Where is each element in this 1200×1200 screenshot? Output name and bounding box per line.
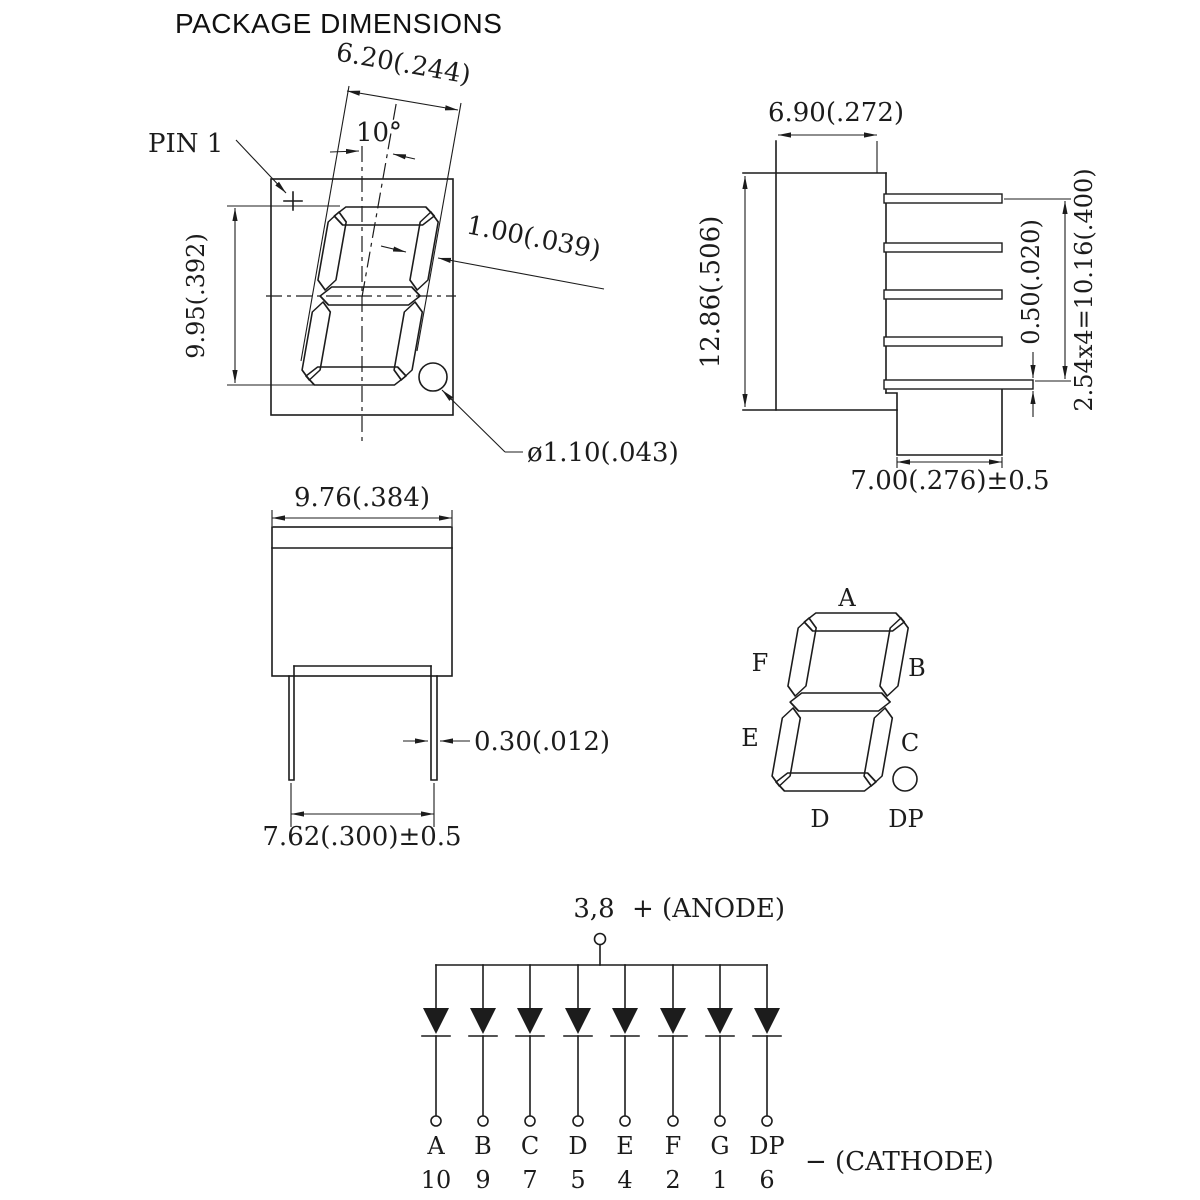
cathode-terminal: [525, 1116, 535, 1126]
lead-pitch-dimension: 2.54x4=10.16(.400): [1070, 168, 1098, 412]
lead-pin: [884, 337, 1002, 346]
segment-width-dimension: 1.00(.039): [463, 210, 604, 266]
segment-label-b: B: [908, 654, 926, 682]
diode-column-d: [564, 965, 592, 1194]
side-view: [696, 98, 1098, 496]
internal-circuit-schematic: [421, 894, 994, 1194]
lead-spacing-dimension: 7.62(.300)±0.5: [262, 822, 462, 852]
left-lead: [289, 666, 294, 780]
terminal-segment-label: DP: [749, 1132, 785, 1160]
page-title: PACKAGE DIMENSIONS: [175, 8, 503, 39]
terminal-segment-label: C: [520, 1132, 540, 1160]
cathode-terminal: [431, 1116, 441, 1126]
segment-label-e: E: [741, 724, 759, 752]
pin1-cross-marker: [284, 192, 302, 210]
lead-pin: [884, 243, 1002, 252]
digit-height-dimension: 9.95(.392): [182, 233, 210, 359]
lead-thickness-dimension: 0.50(.020): [1017, 219, 1045, 345]
cathode-terminal: [620, 1116, 630, 1126]
terminal-pin-number: 5: [570, 1166, 586, 1194]
extension-line: [417, 103, 461, 351]
segment-map: [741, 584, 926, 833]
terminal-segment-label: A: [427, 1132, 445, 1160]
bottom-view: [262, 483, 610, 852]
diode-column-dp: [749, 965, 784, 1194]
terminal-pin-number: 2: [665, 1166, 681, 1194]
anode-label: + (ANODE): [632, 894, 786, 924]
dp-diameter-dimension: ø1.10(.043): [527, 438, 679, 468]
angle-arrow: [330, 151, 359, 152]
body-height-dimension: 12.86(.506): [696, 215, 726, 369]
terminal-pin-number: 4: [617, 1166, 633, 1194]
segment-label-d: D: [810, 805, 830, 833]
seven-segment-digit: [769, 613, 910, 791]
decimal-point-circle: [893, 767, 917, 791]
terminal-segment-label: F: [664, 1132, 682, 1160]
dp-leader-line: [442, 390, 505, 452]
diode-column-e: [611, 965, 639, 1194]
lead-pin: [884, 290, 1002, 299]
standoff-width-dimension: 7.00(.276)±0.5: [850, 466, 1050, 496]
terminal-segment-label: E: [616, 1132, 634, 1160]
cathode-terminal: [573, 1116, 583, 1126]
diode-column-g: [706, 965, 734, 1194]
segment-label-dp: DP: [888, 805, 924, 833]
cathode-terminal: [762, 1116, 772, 1126]
bottom-standoff-tab: [886, 390, 1002, 455]
lead-thickness-dimension: 0.30(.012): [474, 727, 611, 757]
cathode-label: − (CATHODE): [805, 1147, 994, 1177]
terminal-pin-number: 1: [712, 1166, 728, 1194]
cathode-terminal: [478, 1116, 488, 1126]
pin1-leader-line: [236, 140, 286, 193]
diode-column-f: [659, 965, 687, 1194]
front-view: [148, 38, 679, 468]
lead-pin: [884, 194, 1002, 203]
terminal-pin-number: 7: [522, 1166, 538, 1194]
terminal-segment-label: G: [710, 1132, 730, 1160]
digit-width-dimension-line: [347, 91, 458, 110]
decimal-point-circle: [419, 363, 447, 391]
lead-pin-long: [884, 380, 1033, 389]
diode-column-c: [516, 965, 544, 1194]
diode-column-a: [421, 965, 452, 1194]
segment-width-arrow: [381, 246, 406, 252]
terminal-segment-label: D: [568, 1132, 588, 1160]
right-lead: [431, 666, 437, 780]
terminal-pin-number: 9: [475, 1166, 491, 1194]
terminal-pin-number: 10: [420, 1166, 452, 1194]
cathode-terminal: [668, 1116, 678, 1126]
body-width-dimension: 9.76(.384): [293, 483, 431, 513]
segment-label-f: F: [751, 649, 769, 677]
pin1-label: PIN 1: [148, 129, 224, 159]
terminal-segment-label: B: [474, 1132, 492, 1160]
diode-column-b: [469, 965, 497, 1194]
anode-pin-numbers: 3,8: [573, 894, 615, 924]
segment-label-c: C: [900, 729, 920, 757]
segment-label-a: A: [838, 584, 856, 612]
terminal-pin-number: 6: [759, 1166, 775, 1194]
anode-terminal: [595, 934, 606, 945]
angle-arrow: [393, 154, 415, 159]
cathode-terminal: [715, 1116, 725, 1126]
body-width-dimension: 6.90(.272): [767, 98, 905, 128]
body-outline: [272, 527, 452, 676]
tilt-angle-label: 10°: [355, 118, 403, 148]
segment-width-leader: [438, 258, 604, 289]
digit-width-dimension: 6.20(.244): [333, 37, 473, 91]
